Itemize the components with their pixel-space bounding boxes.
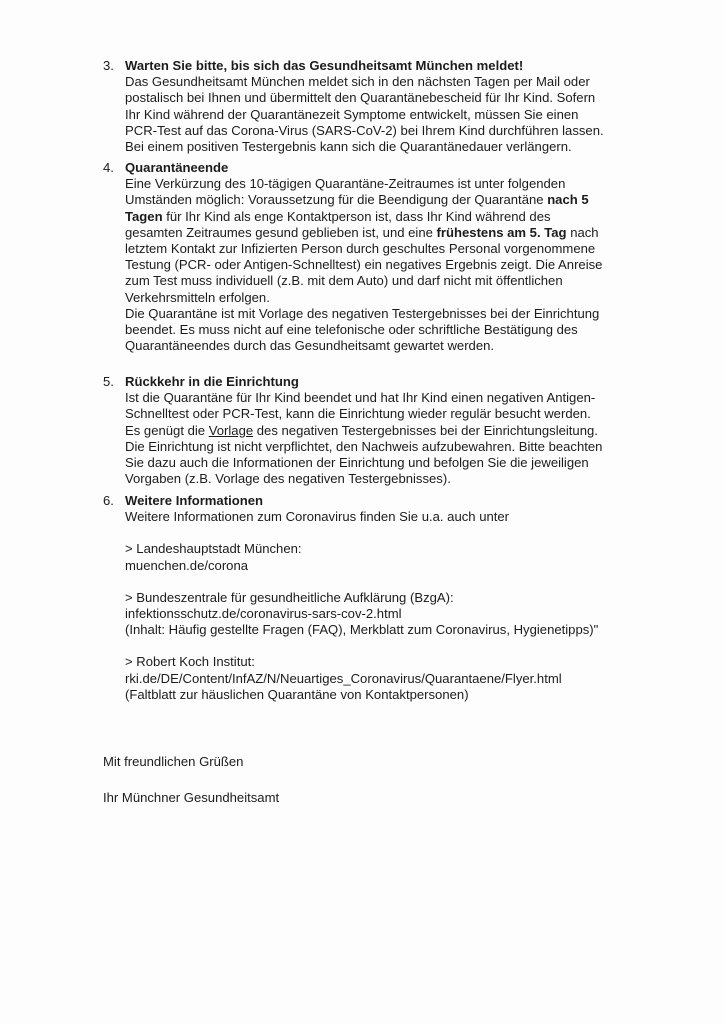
section-title: Weitere Informationen (125, 493, 263, 508)
text-line: Umständen möglich: Voraussetzung für die Beendigung der Quarantäne nach 5 (125, 192, 589, 208)
text-line: beendet. Es muss nicht auf eine telefonische oder schriftliche Bestätigung des (125, 322, 578, 338)
emphasis: Tagen (125, 208, 163, 224)
link-label: > Robert Koch Institut: (125, 654, 255, 670)
text-line: Die Einrichtung ist nicht verpflichtet, den Nachweis aufzubewahren. Bitte beachten (125, 438, 603, 454)
text-line: PCR-Test auf das Corona-Virus (SARS-CoV-2) bei Ihrem Kind durchführen lassen. (125, 122, 604, 138)
text-line: gesamten Zeitraumes gesund geblieben ist, und eine frühestens am 5. Tag nach (125, 224, 599, 240)
section-title: Quarantäneende (125, 160, 229, 175)
link-url[interactable]: rki.de/DE/Content/InfAZ/N/Neuartiges_Coronavirus/Quarantaene/Flyer.html (125, 670, 562, 686)
section-3 (103, 58, 663, 155)
section-title: Rückkehr in die Einrichtung (125, 374, 299, 389)
link-note: (Inhalt: Häufig gestellte Fragen (FAQ), Merkblatt zum Coronavirus, Hygienetipps)" (125, 622, 599, 638)
section-6 (103, 493, 663, 703)
section-number: 4. (103, 160, 114, 175)
vorlage-link[interactable]: Vorlage (208, 422, 254, 438)
section-number: 6. (103, 493, 114, 508)
text-line: letztem Kontakt zur Infizierten Person durch geschultes Personal vorgenommene (125, 241, 596, 257)
section-title: Warten Sie bitte, bis sich das Gesundheitsamt München meldet! (125, 58, 524, 73)
text-line: zum Test muss individuell (z.B. mit dem Auto) und darf nicht mit öffentlichen (125, 273, 563, 289)
text-line: Sie dazu auch die Informationen der Einrichtung und befolgen Sie die jeweiligen (125, 455, 589, 471)
emphasis: nach 5 (547, 192, 589, 208)
text-line: Das Gesundheitsamt München meldet sich in den nächsten Tagen per Mail oder (125, 74, 590, 90)
text-line: Die Quarantäne ist mit Vorlage des negativen Testergebnisses bei der Einrichtung (125, 305, 600, 321)
text-line: Eine Verkürzung des 10-tägigen Quarantäne-Zeitraumes ist unter folgenden (125, 176, 566, 192)
text-line: Verkehrsmitteln erfolgen. (125, 289, 270, 305)
closing-signature: Ihr Münchner Gesundheitsamt (103, 790, 280, 805)
section-5 (103, 374, 663, 487)
link-label: > Bundeszentrale für gesundheitliche Aufklärung (BzgA): (125, 589, 454, 605)
text-line: Tagen für Ihr Kind als enge Kontaktperson ist, dass Ihr Kind während des (125, 208, 551, 224)
section-4 (103, 160, 663, 354)
link-url[interactable]: infektionsschutz.de/coronavirus-sars-cov-2.html (125, 606, 402, 622)
text-line: Testung (PCR- oder Antigen-Schnelltest) ein negatives Ergebnis zeigt. Die Anreise (125, 257, 603, 273)
text-line: Vorgaben (z.B. Vorlage des negativen Testergebnisses). (125, 471, 451, 487)
closing-greeting: Mit freundlichen Grüßen (103, 754, 244, 769)
section-number: 3. (103, 58, 114, 73)
emphasis: frühestens am 5. Tag (436, 224, 567, 240)
text-line: postalisch bei Ihnen und übermittelt den Quarantänebescheid für Ihr Kind. Sofern (125, 90, 596, 106)
text-line: Es genügt die Vorlage des negativen Testergebnisses bei der Einrichtungsleitung. (125, 422, 598, 438)
text-line: Quarantäneendes durch das Gesundheitsamt gewartet werden. (125, 338, 495, 354)
text-line: Ihr Kind während der Quarantänezeit Symptome entwickelt, müssen Sie einen (125, 106, 579, 122)
text-line: Schnelltest oder PCR-Test, kann die Einrichtung wieder regulär besucht werden. (125, 406, 591, 422)
link-note: (Faltblatt zur häuslichen Quarantäne von Kontaktpersonen) (125, 686, 469, 702)
link-label: > Landeshauptstadt München: (125, 541, 302, 557)
text-line: Ist die Quarantäne für Ihr Kind beendet und hat Ihr Kind einen negativen Antigen- (125, 390, 596, 406)
link-url[interactable]: muenchen.de/corona (125, 557, 249, 573)
text-line: Bei einem positiven Testergebnis kann sich die Quarantänedauer verlängern. (125, 139, 572, 155)
section-number: 5. (103, 374, 114, 389)
text-line: Weitere Informationen zum Coronavirus finden Sie u.a. auch unter (125, 509, 510, 525)
